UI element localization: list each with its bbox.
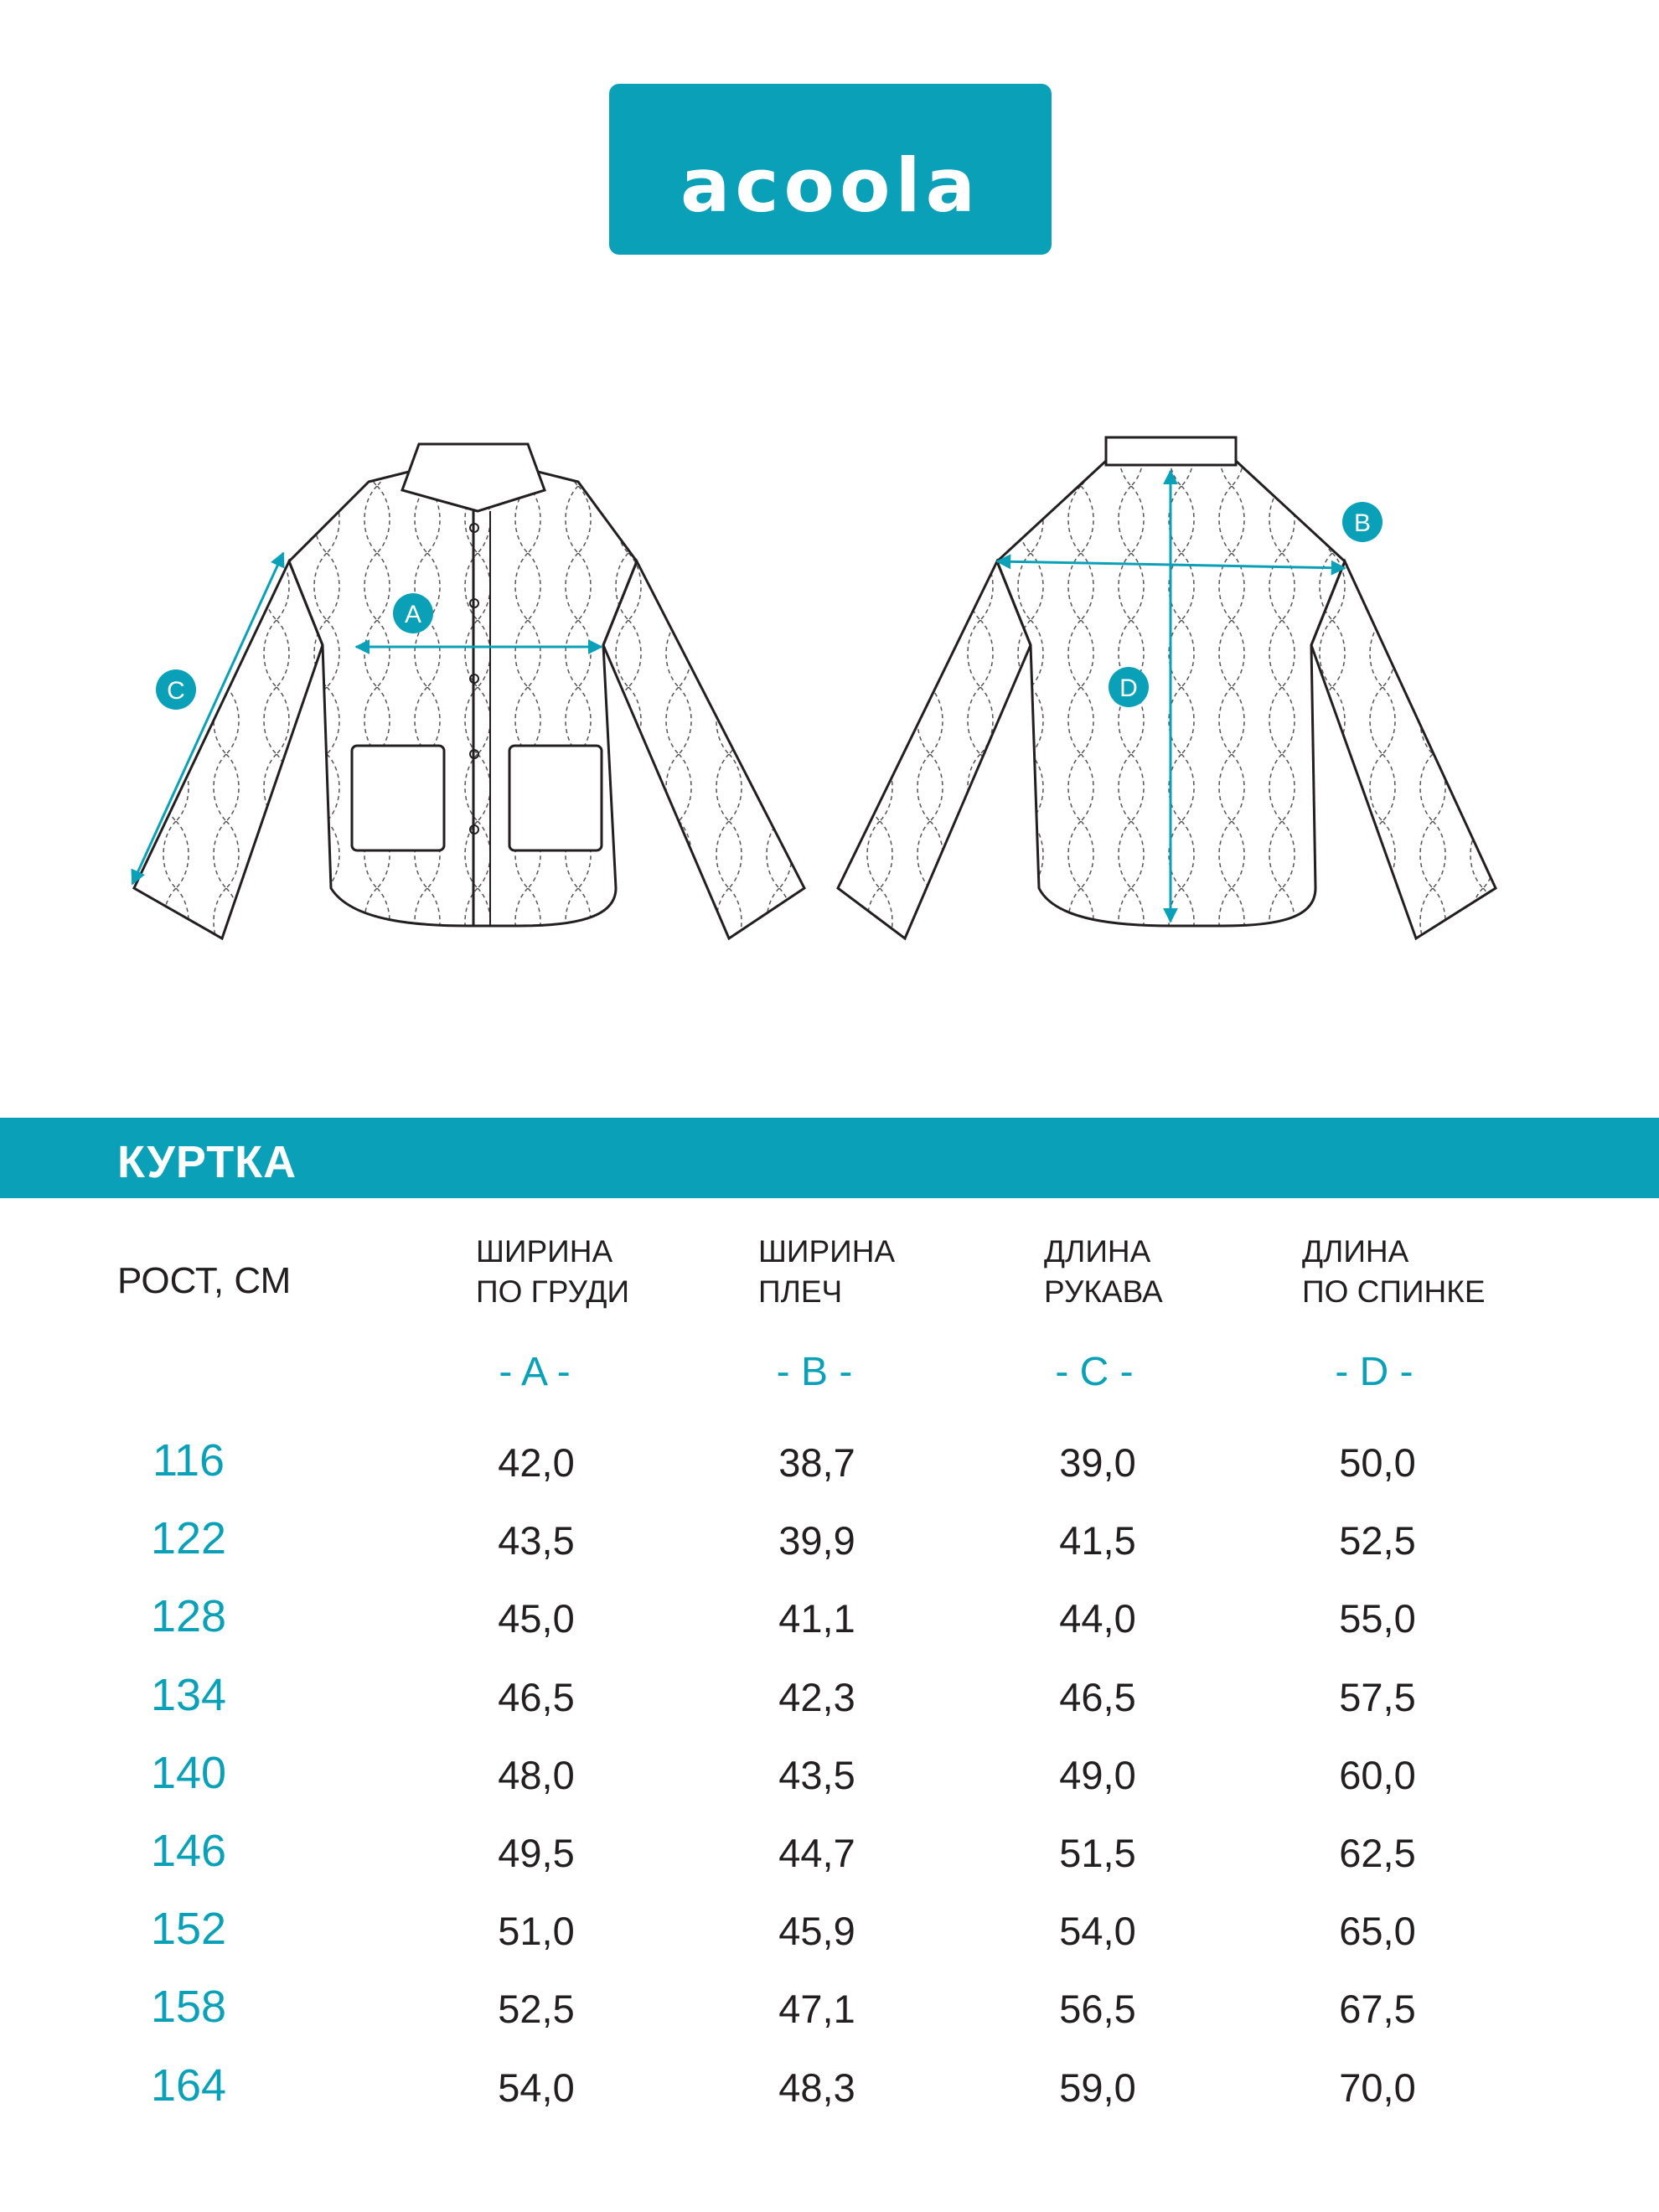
svg-text:C: C [167,677,185,705]
measurement-cell: 46,5 [1059,1674,1136,1719]
height-cell: 158 [150,1982,227,2033]
svg-text:B: B [1353,509,1372,537]
measurement-cell: 54,0 [498,2065,575,2110]
measurement-cell: 39,0 [1059,1440,1136,1485]
measurement-cell: 67,5 [1339,1987,1416,2032]
measurement-cell: 45,9 [778,1909,855,1954]
column-letter-c: - C - [1055,1350,1134,1394]
measurement-cell: 43,5 [778,1752,855,1797]
measurement-cell: 41,1 [778,1596,855,1641]
jacket-back-drawing [838,437,1496,938]
column-header-b-line2: ПЛЕЧ [758,1274,843,1309]
column-header-c-line1: ДЛИНА [1044,1234,1151,1269]
column-header-c-line2: РУКАВА [1044,1274,1163,1309]
measurement-cell: 48,0 [498,1752,575,1797]
measurement-cell: 38,7 [778,1440,855,1485]
brand-logo-text: acoola [680,142,980,229]
measurement-cell: 48,3 [778,2065,855,2110]
measurement-cell: 65,0 [1339,1909,1416,1954]
svg-text:A: A [404,601,422,628]
measurement-cell: 44,7 [778,1831,855,1875]
measurement-cell: 49,5 [498,1831,575,1875]
measurement-cell: 60,0 [1339,1752,1416,1797]
column-letter-d: - D - [1335,1350,1414,1394]
brand-logo [609,84,1052,255]
measurement-cell: 52,5 [498,1987,575,2032]
height-header: РОСТ, СМ [117,1260,292,1301]
svg-text:D: D [1119,674,1138,702]
column-header-c [1044,1232,1163,1312]
section-band [0,1118,1659,1198]
measurement-cell: 57,5 [1339,1674,1416,1719]
height-cell: 116 [152,1435,225,1486]
height-cell: 152 [150,1904,227,1955]
measurement-cell: 46,5 [498,1674,575,1719]
column-header-d-line2: ПО СПИНКЕ [1302,1274,1486,1309]
measurement-cell: 50,0 [1339,1440,1416,1485]
column-header-b [758,1232,895,1312]
measurement-cell: 54,0 [1059,1909,1136,1954]
measurement-cell: 42,3 [778,1674,855,1719]
height-cell: 134 [150,1669,227,1720]
jacket-diagram [0,419,1659,972]
measurement-cell: 52,5 [1339,1518,1416,1563]
column-letter-b: - B - [776,1350,853,1394]
column-header-b-line1: ШИРИНА [758,1234,896,1269]
height-cell: 146 [150,1826,227,1876]
measurement-cell: 62,5 [1339,1831,1416,1875]
measurement-cell: 55,0 [1339,1596,1416,1641]
column-header-a [476,1232,629,1312]
measurement-cell: 70,0 [1339,2065,1416,2110]
measurement-cell: 42,0 [498,1440,575,1485]
measurement-cell: 45,0 [498,1596,575,1641]
column-header-a-line2: ПО ГРУДИ [476,1274,630,1309]
column-letter-a: - A - [499,1350,571,1394]
measurement-cell: 47,1 [778,1987,855,2032]
height-cell: 164 [150,2060,227,2111]
height-cell: 122 [150,1513,227,1564]
measurement-cell: 51,0 [498,1909,575,1954]
column-header-a-line1: ШИРИНА [476,1234,613,1269]
measurement-cell: 59,0 [1059,2065,1136,2110]
height-cell: 128 [150,1591,227,1642]
measurement-cell: 51,5 [1059,1831,1136,1875]
measurement-cell: 41,5 [1059,1518,1136,1563]
column-header-d-line1: ДЛИНА [1302,1234,1409,1269]
column-header-d [1302,1232,1486,1312]
measurement-cell: 39,9 [778,1518,855,1563]
measurement-cell: 43,5 [498,1518,575,1563]
jacket-front-drawing [132,444,804,938]
section-title: КУРТКА [117,1137,297,1187]
measurement-cell: 49,0 [1059,1752,1136,1797]
measurement-cell: 56,5 [1059,1987,1136,2032]
height-cell: 140 [150,1747,227,1798]
measurement-cell: 44,0 [1059,1596,1136,1641]
